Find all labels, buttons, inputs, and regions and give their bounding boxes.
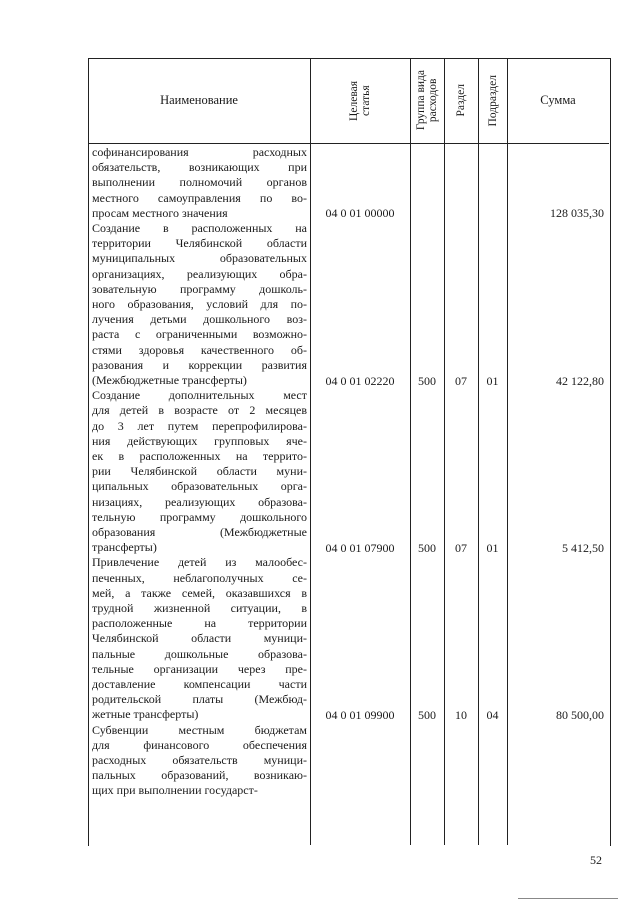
row-name-line: местного самоуправления по во- <box>92 190 307 205</box>
row-name-line: раста с ограниченными возможно- <box>92 327 307 342</box>
row-name <box>92 555 307 722</box>
row-expense-group: 500 <box>418 707 436 722</box>
column-divider <box>507 58 508 845</box>
row-name-line: тельную программу дошкольного <box>92 509 307 524</box>
header-target-article: Целевая статья <box>348 80 372 121</box>
row-section: 07 <box>455 540 467 555</box>
row-name-line: (Межбюджетные трансферты) <box>92 372 247 387</box>
row-name-line: ного образования, условий для по- <box>92 296 307 311</box>
row-name-line: стями здоровья качественного об- <box>92 342 307 357</box>
row-name-line: печенных, неблагополучных се- <box>92 570 307 585</box>
row-name-line: выполнении полномочий органов <box>92 175 307 190</box>
row-amount: 42 122,80 <box>556 373 604 388</box>
row-section: 10 <box>455 707 467 722</box>
row-name-line: трудной жизненной ситуации, в <box>92 600 307 615</box>
row-name-line: расположенные на территории <box>92 616 307 631</box>
row-name-line: просам местного значения <box>92 205 228 220</box>
row-name <box>92 388 307 555</box>
row-name-line: жетные трансферты) <box>92 707 199 722</box>
row-name-line: трансферты) <box>92 540 157 555</box>
row-name-line: пальных образований, возникаю- <box>92 768 307 783</box>
row-name-line: муниципальных образовательных <box>92 251 307 266</box>
row-name-line: Субвенции местным бюджетам <box>92 722 307 737</box>
row-subsection: 01 <box>486 373 499 388</box>
row-name-line: разования и коррекции развития <box>92 357 307 372</box>
row-name-line: для детей в возрасте от 2 месяцев <box>92 403 307 418</box>
row-name-line: для финансового обеспечения <box>92 737 307 752</box>
row-name-line: Челябинской области муници- <box>92 631 307 646</box>
row-target-article: 04 0 01 00000 <box>325 206 395 221</box>
row-name-line: софинансирования расходных <box>92 145 307 159</box>
row-name-line: щих при выполнении государст- <box>92 783 258 798</box>
header-subsection: Подраздел <box>486 74 499 127</box>
header-expense-group: Группа вида расходов <box>415 70 439 131</box>
page-number: 52 <box>590 853 602 867</box>
row-name-line: мей, а также семей, оказавшихся в <box>92 585 307 600</box>
row-subsection: 04 <box>486 707 499 722</box>
row-expense-group: 500 <box>418 373 436 388</box>
row-name-line: обязательств, возникающих при <box>92 160 307 175</box>
row-amount: 80 500,00 <box>556 707 604 722</box>
row-name-line: низациях, реализующих образова- <box>92 494 307 509</box>
row-name-line: Создание в расположенных на <box>92 221 307 235</box>
row-name-line: Создание дополнительных мест <box>92 388 307 403</box>
row-amount: 5 412,50 <box>562 540 604 555</box>
column-divider <box>310 58 311 845</box>
row-subsection: 01 <box>486 540 499 555</box>
header-amount: Сумма <box>540 93 576 107</box>
row-name <box>92 221 307 388</box>
column-divider <box>444 58 445 845</box>
row-name-line: ек в расположенных на террито- <box>92 448 307 463</box>
row-name-line: пальные дошкольные образова- <box>92 646 307 661</box>
column-divider <box>478 58 479 845</box>
row-expense-group: 500 <box>418 540 436 555</box>
column-divider <box>410 58 411 845</box>
row-name-line: родительской платы (Межбюд- <box>92 692 307 707</box>
row-target-article: 04 0 01 07900 <box>325 540 395 555</box>
row-name-line: ния действующих групповых яче- <box>92 433 307 448</box>
row-name-line: организациях, реализующих обра- <box>92 266 307 281</box>
footer-rule <box>518 898 618 899</box>
header-divider <box>88 143 609 144</box>
row-name-line: доставление компенсации части <box>92 676 307 691</box>
row-name-line: тельные организации через пре- <box>92 661 307 676</box>
row-name-line: территории Челябинской области <box>92 236 307 251</box>
row-name-line: зовательную программу дошколь- <box>92 281 307 296</box>
row-name-line: ципальных образовательных орга- <box>92 479 307 494</box>
row-name <box>92 145 307 221</box>
row-name-line: образования (Межбюджетные <box>92 524 307 539</box>
row-section: 07 <box>455 373 467 388</box>
row-name-line: расходных обязательств муници- <box>92 752 307 767</box>
row-name-line: лучения детьми дошкольного воз- <box>92 312 307 327</box>
row-name <box>92 723 307 799</box>
row-name-line: рии Челябинской области муни- <box>92 464 307 479</box>
header-name: Наименование <box>160 93 238 107</box>
row-amount: 128 035,30 <box>550 206 604 221</box>
row-name-line: до 3 лет путем перепрофилирова- <box>92 418 307 433</box>
header-section: Раздел <box>455 84 467 117</box>
row-target-article: 04 0 01 02220 <box>325 373 395 388</box>
row-target-article: 04 0 01 09900 <box>325 707 395 722</box>
row-name-line: Привлечение детей из малообес- <box>92 555 307 570</box>
